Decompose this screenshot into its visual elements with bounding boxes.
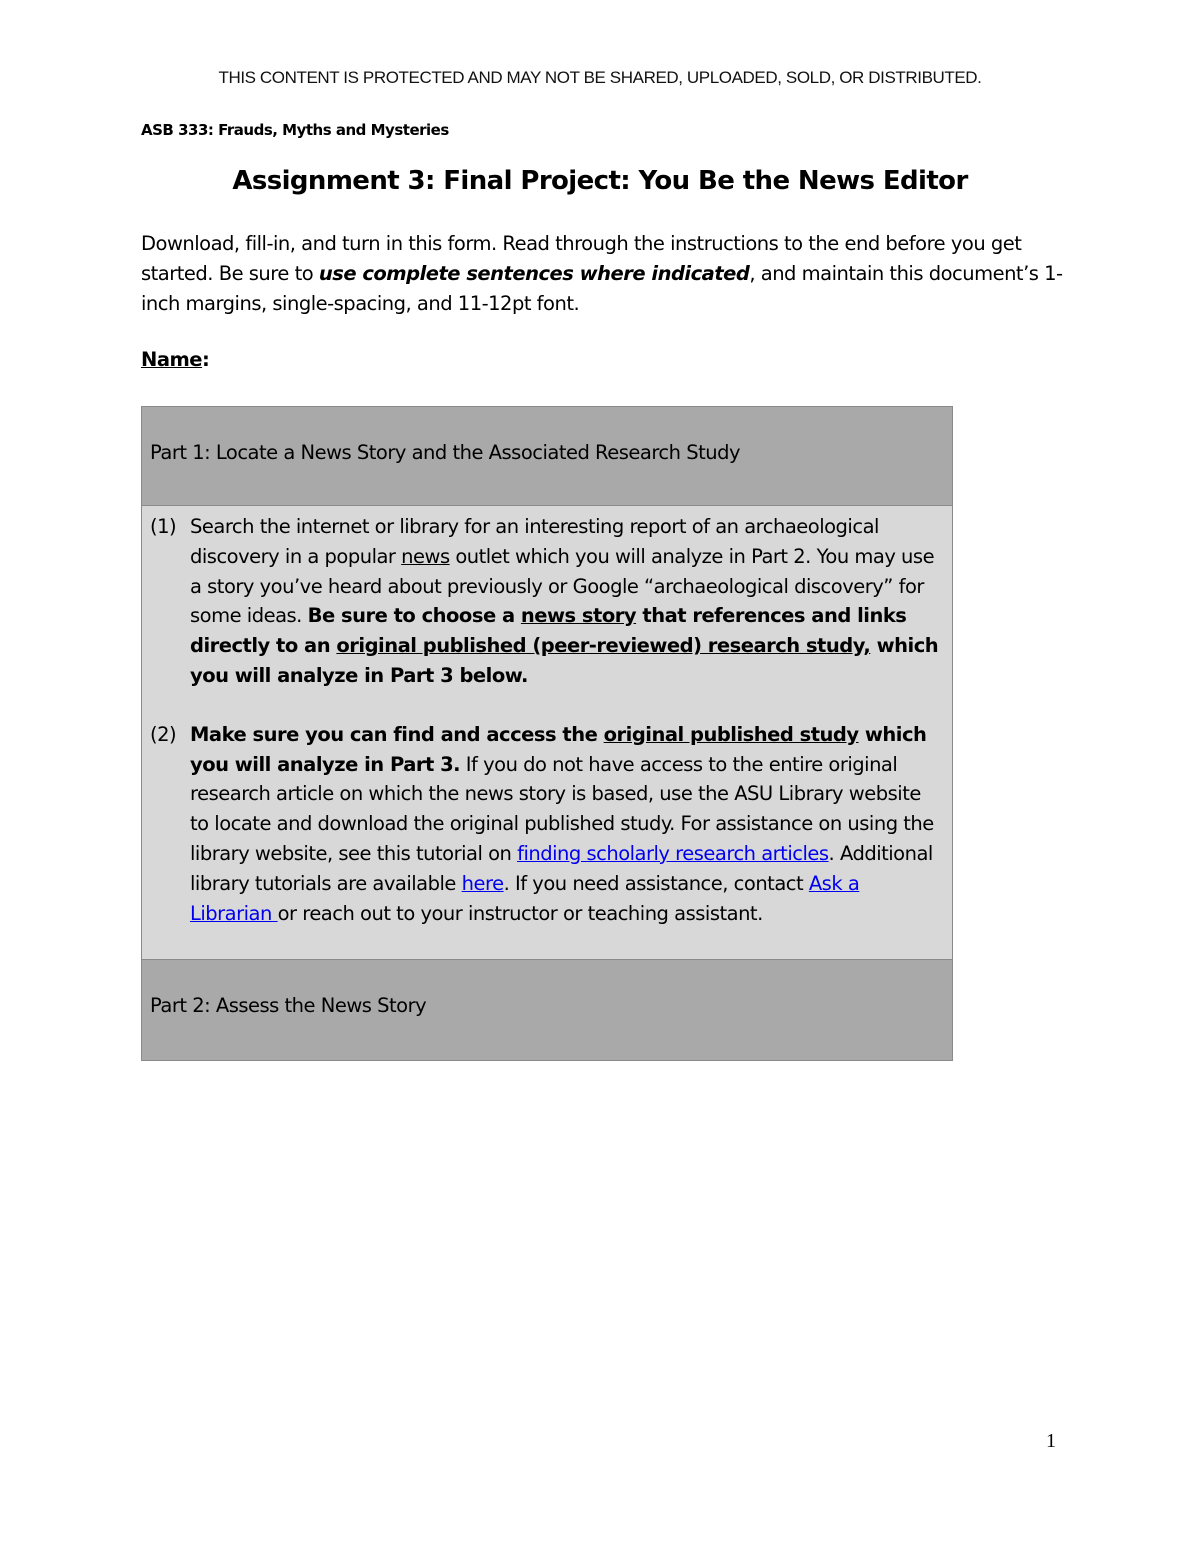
ask-librarian-link[interactable]: Ask a Librarian xyxy=(190,871,860,925)
instruction-item-2 xyxy=(150,720,942,929)
intro-emphasis: use complete sentences where indicated xyxy=(318,262,750,285)
item1-original-study: original published (peer-reviewed) research study, xyxy=(336,634,871,658)
item-number: (1) xyxy=(150,515,177,538)
copyright-notice: THIS CONTENT IS PROTECTED AND MAY NOT BE SHARED, UPLOADED, SOLD, OR DISTRIBUTED. xyxy=(218,68,982,87)
assignment-title: Assignment 3: Final Project: You Be the News Editor xyxy=(232,166,968,196)
course-title: ASB 333: Frauds, Myths and Mysteries xyxy=(141,121,449,139)
item2-text-d: or reach out to your instructor or teaching assistant. xyxy=(277,901,763,925)
item2-text-b: . Additional library tutorials are available xyxy=(190,841,933,895)
item2-bold-b: which you will analyze in Part 3. xyxy=(190,722,927,776)
intro-paragraph xyxy=(141,229,1071,319)
intro-text-1: Download, fill-in, and turn in this form. Read through the instructions to the end before you get started. Be sure to xyxy=(141,232,1022,285)
part2-header: Part 2: Assess the News Story xyxy=(142,960,952,1060)
scholarly-articles-link[interactable]: finding scholarly research articles xyxy=(517,841,829,865)
intro-text-2: , and maintain this document’s 1-inch margins, single-spacing, and 11-12pt font. xyxy=(141,262,1063,315)
library-tutorials-link[interactable]: here xyxy=(461,871,504,895)
item-text xyxy=(190,512,942,691)
item2-text-a: If you do not have access to the entire original research article on which the news story is based, use the ASU Library website to locate and download the original published study. For assistance on using the library website, see this tutorial on xyxy=(190,752,934,865)
instruction-item-1 xyxy=(150,512,942,691)
item1-text-b: outlet which you will analyze in Part 2. You may use a story you’ve heard about previously or Google “archaeological discovery” for some ideas. xyxy=(190,544,935,628)
item1-bold-b: that references and links directly to an xyxy=(190,604,907,658)
item2-text-c: . If you need assistance, contact xyxy=(503,871,809,895)
item2-bold-a: Make sure you can find and access the xyxy=(190,722,604,746)
item2-original-study: original published study xyxy=(603,722,859,746)
item-text xyxy=(190,720,942,929)
page-number: 1 xyxy=(1046,1430,1056,1452)
item-number: (2) xyxy=(150,722,177,746)
item1-news-story: news story xyxy=(520,604,637,628)
part1-header: Part 1: Locate a News Story and the Associated Research Study xyxy=(142,407,952,506)
item1-bold-a: Be sure to choose a xyxy=(307,604,521,628)
item1-bold-c: which you will analyze in Part 3 below. xyxy=(190,634,939,687)
item1-text-a: Search the internet or library for an interesting report of an archaeological discovery in a popular xyxy=(190,515,879,568)
instructions-table xyxy=(141,406,953,1061)
item1-news-underline: news xyxy=(401,544,450,568)
name-field-label xyxy=(141,348,209,371)
part1-body xyxy=(142,506,952,960)
name-label-text: Name xyxy=(141,348,203,371)
name-label-colon: : xyxy=(202,348,210,371)
